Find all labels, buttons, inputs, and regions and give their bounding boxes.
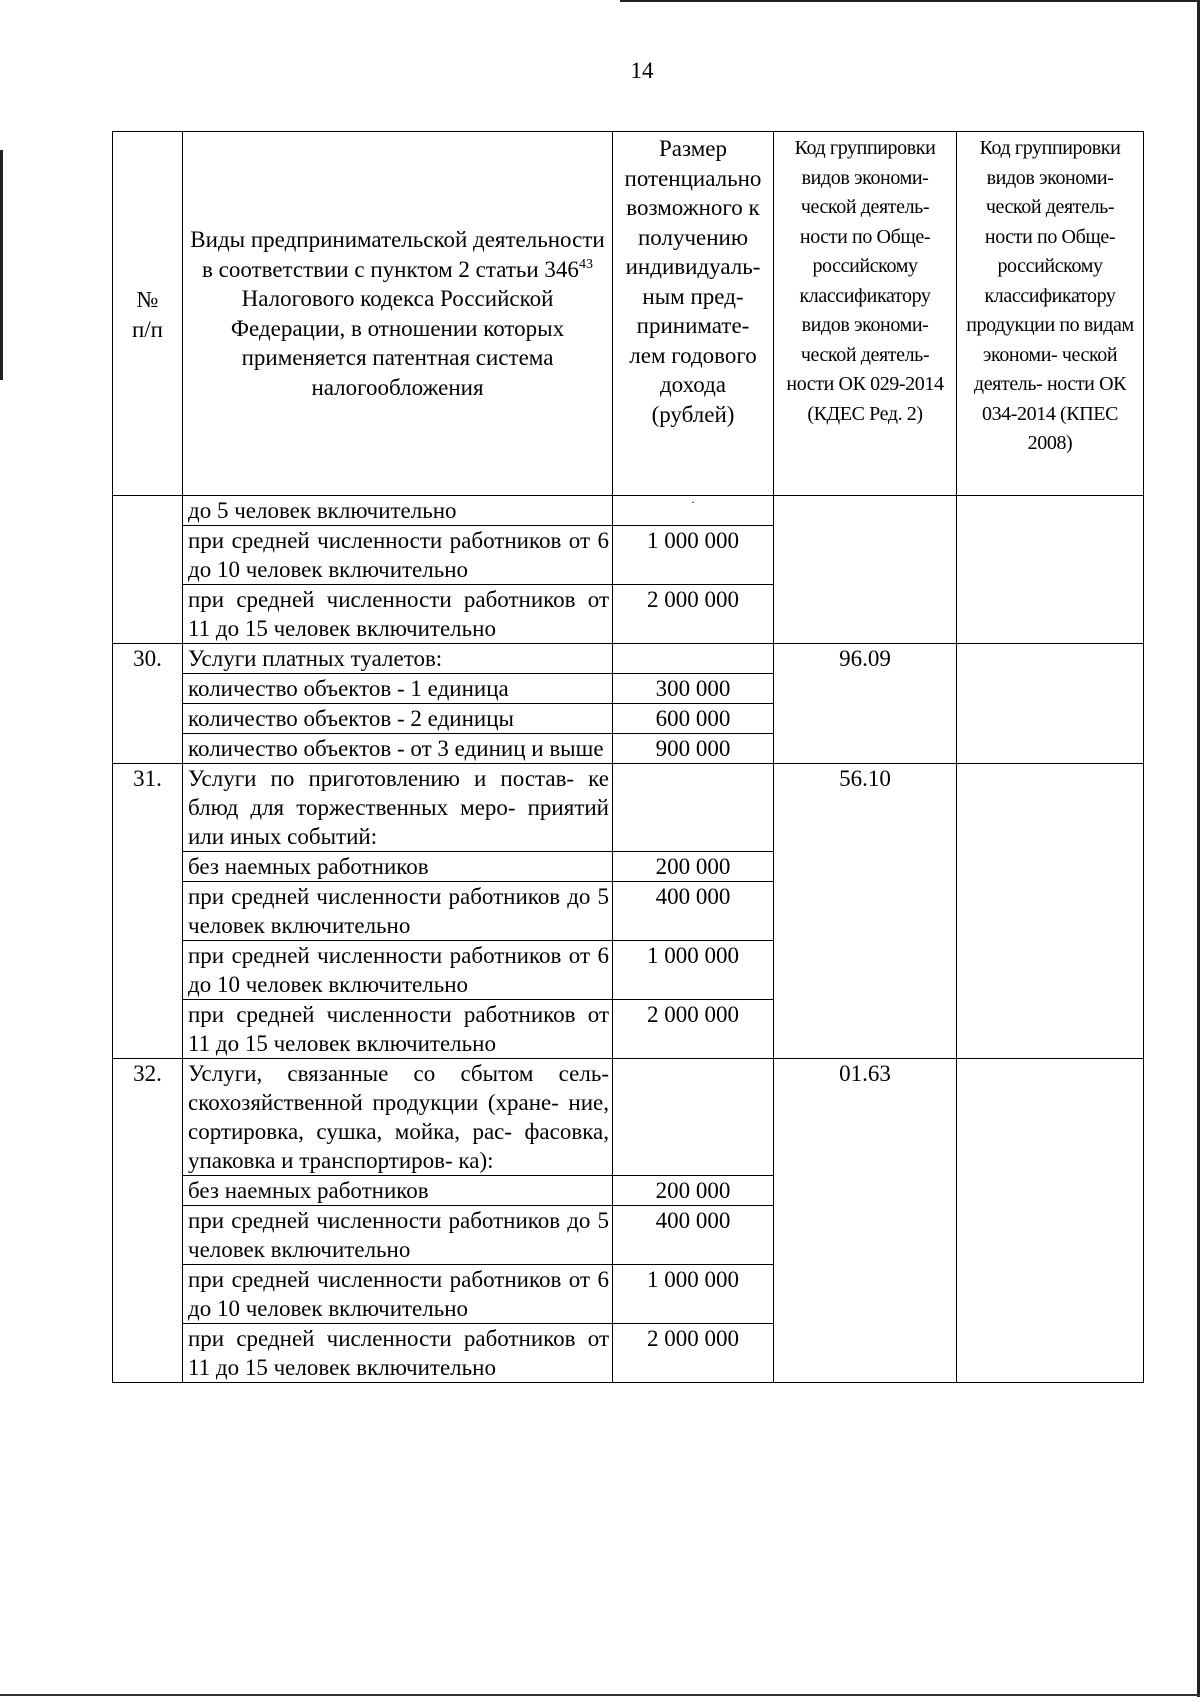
table-row	[113, 496, 1144, 526]
header-code-okpd	[957, 132, 1144, 496]
item-title: Услуги, связанные со сбытом сель- скохозяйственной продукции (хране- ние, сортировка, сушка, мойка, рас- фасовка, упаковка и транспортиров- ка):	[183, 1059, 613, 1176]
header-activity-pre: Виды предпринимательской деятельности в соответствии с пунктом 2 статьи 346	[190, 227, 605, 282]
row-text: количество объектов - от 3 единиц и выше	[183, 734, 613, 764]
row-amount-mark: ·	[691, 495, 695, 509]
item-number: 31.	[113, 764, 183, 1059]
item-title: Услуги платных туалетов:	[183, 644, 613, 674]
item-code-okpd-empty	[957, 644, 1144, 764]
row-amount	[613, 496, 774, 526]
row-text: количество объектов - 2 единицы	[183, 704, 613, 734]
item-code-okved: 01.63	[774, 1059, 957, 1383]
header-code-okved	[774, 132, 957, 496]
row-text: при средней численности работников до 5 человек включительно	[183, 882, 613, 941]
row-amount: 1 000 000	[613, 941, 774, 1000]
item-title: Услуги по приготовлению и постав- ке блюд для торжественных меро- приятий или иных событий:	[183, 764, 613, 852]
item-number: 32.	[113, 1059, 183, 1383]
header-activity	[183, 132, 613, 496]
row-code-okpd-empty	[957, 496, 1144, 644]
header-activity-post: Налогового кодекса Российской Федерации, в отношении которых применяется патентная система налогообложения	[230, 286, 565, 400]
row-text: без наемных работников	[183, 1176, 613, 1206]
table-header-row	[113, 132, 1144, 496]
table-row-item-32	[113, 1059, 1144, 1176]
row-amount: 1 000 000	[613, 1265, 774, 1324]
row-code-okved-empty	[774, 496, 957, 644]
scan-edge-bottom	[0, 1694, 1200, 1696]
item-code-okpd-empty	[957, 764, 1144, 1059]
page-number: 14	[630, 58, 654, 83]
header-number-label: № п/п	[131, 287, 163, 342]
header-code-okpd-label: Код группировки видов экономи- ческой деятель- ности по Обще- российскому классификатору продукции по видам экономи- ческой деятель- ности ОК 034-2014 (КПЕС 2008)	[966, 137, 1134, 454]
row-text: количество объектов - 1 единица	[183, 674, 613, 704]
header-number	[113, 132, 183, 496]
row-amount-empty	[613, 644, 774, 674]
row-text: при средней численности работников от 6 до 10 человек включительно	[183, 526, 613, 585]
row-amount: 600 000	[613, 704, 774, 734]
row-number-empty	[113, 496, 183, 644]
row-text: при средней численности работников от 6 до 10 человек включительно	[183, 1265, 613, 1324]
item-code-okved: 56.10	[774, 764, 957, 1059]
row-amount: 200 000	[613, 1176, 774, 1206]
row-amount-empty	[613, 764, 774, 852]
row-amount: 400 000	[613, 882, 774, 941]
row-text: до 5 человек включительно	[183, 496, 613, 526]
row-text: без наемных работников	[183, 852, 613, 882]
row-amount: 2 000 000	[613, 1000, 774, 1059]
row-amount: 200 000	[613, 852, 774, 882]
header-activity-sup: 43	[578, 256, 593, 272]
row-amount-empty	[613, 1059, 774, 1176]
row-text: при средней численности работников от 6 до 10 человек включительно	[183, 941, 613, 1000]
row-amount: 400 000	[613, 1206, 774, 1265]
item-code-okved: 96.09	[774, 644, 957, 764]
table-row-item-30	[113, 644, 1144, 674]
header-amount-label: Размер потенциально возможного к получению индивидуаль- ным пред- принимате- лем годового дохода (рублей)	[624, 136, 762, 427]
row-amount: 300 000	[613, 674, 774, 704]
row-text: при средней численности работников до 5 человек включительно	[183, 1206, 613, 1265]
scan-edge-left	[0, 150, 3, 380]
row-amount: 1 000 000	[613, 526, 774, 585]
patent-activity-table	[112, 131, 1144, 1383]
row-amount: 2 000 000	[613, 1324, 774, 1383]
row-text: при средней численности работников от 11 до 15 человек включительно	[183, 1324, 613, 1383]
header-amount	[613, 132, 774, 496]
row-amount: 900 000	[613, 734, 774, 764]
row-text: при средней численности работников от 11 до 15 человек включительно	[183, 585, 613, 644]
scan-edge-top	[620, 0, 1200, 2]
row-text: при средней численности работников от 11 до 15 человек включительно	[183, 1000, 613, 1059]
table-row-item-31	[113, 764, 1144, 852]
row-amount: 2 000 000	[613, 585, 774, 644]
item-number: 30.	[113, 644, 183, 764]
header-code-okved-label: Код группировки видов экономи- ческой деятель- ности по Обще- российскому классификатору видов экономи- ческой деятель- ности ОК 029-2014 (КДЕС Ред. 2)	[786, 137, 944, 425]
item-code-okpd-empty	[957, 1059, 1144, 1383]
